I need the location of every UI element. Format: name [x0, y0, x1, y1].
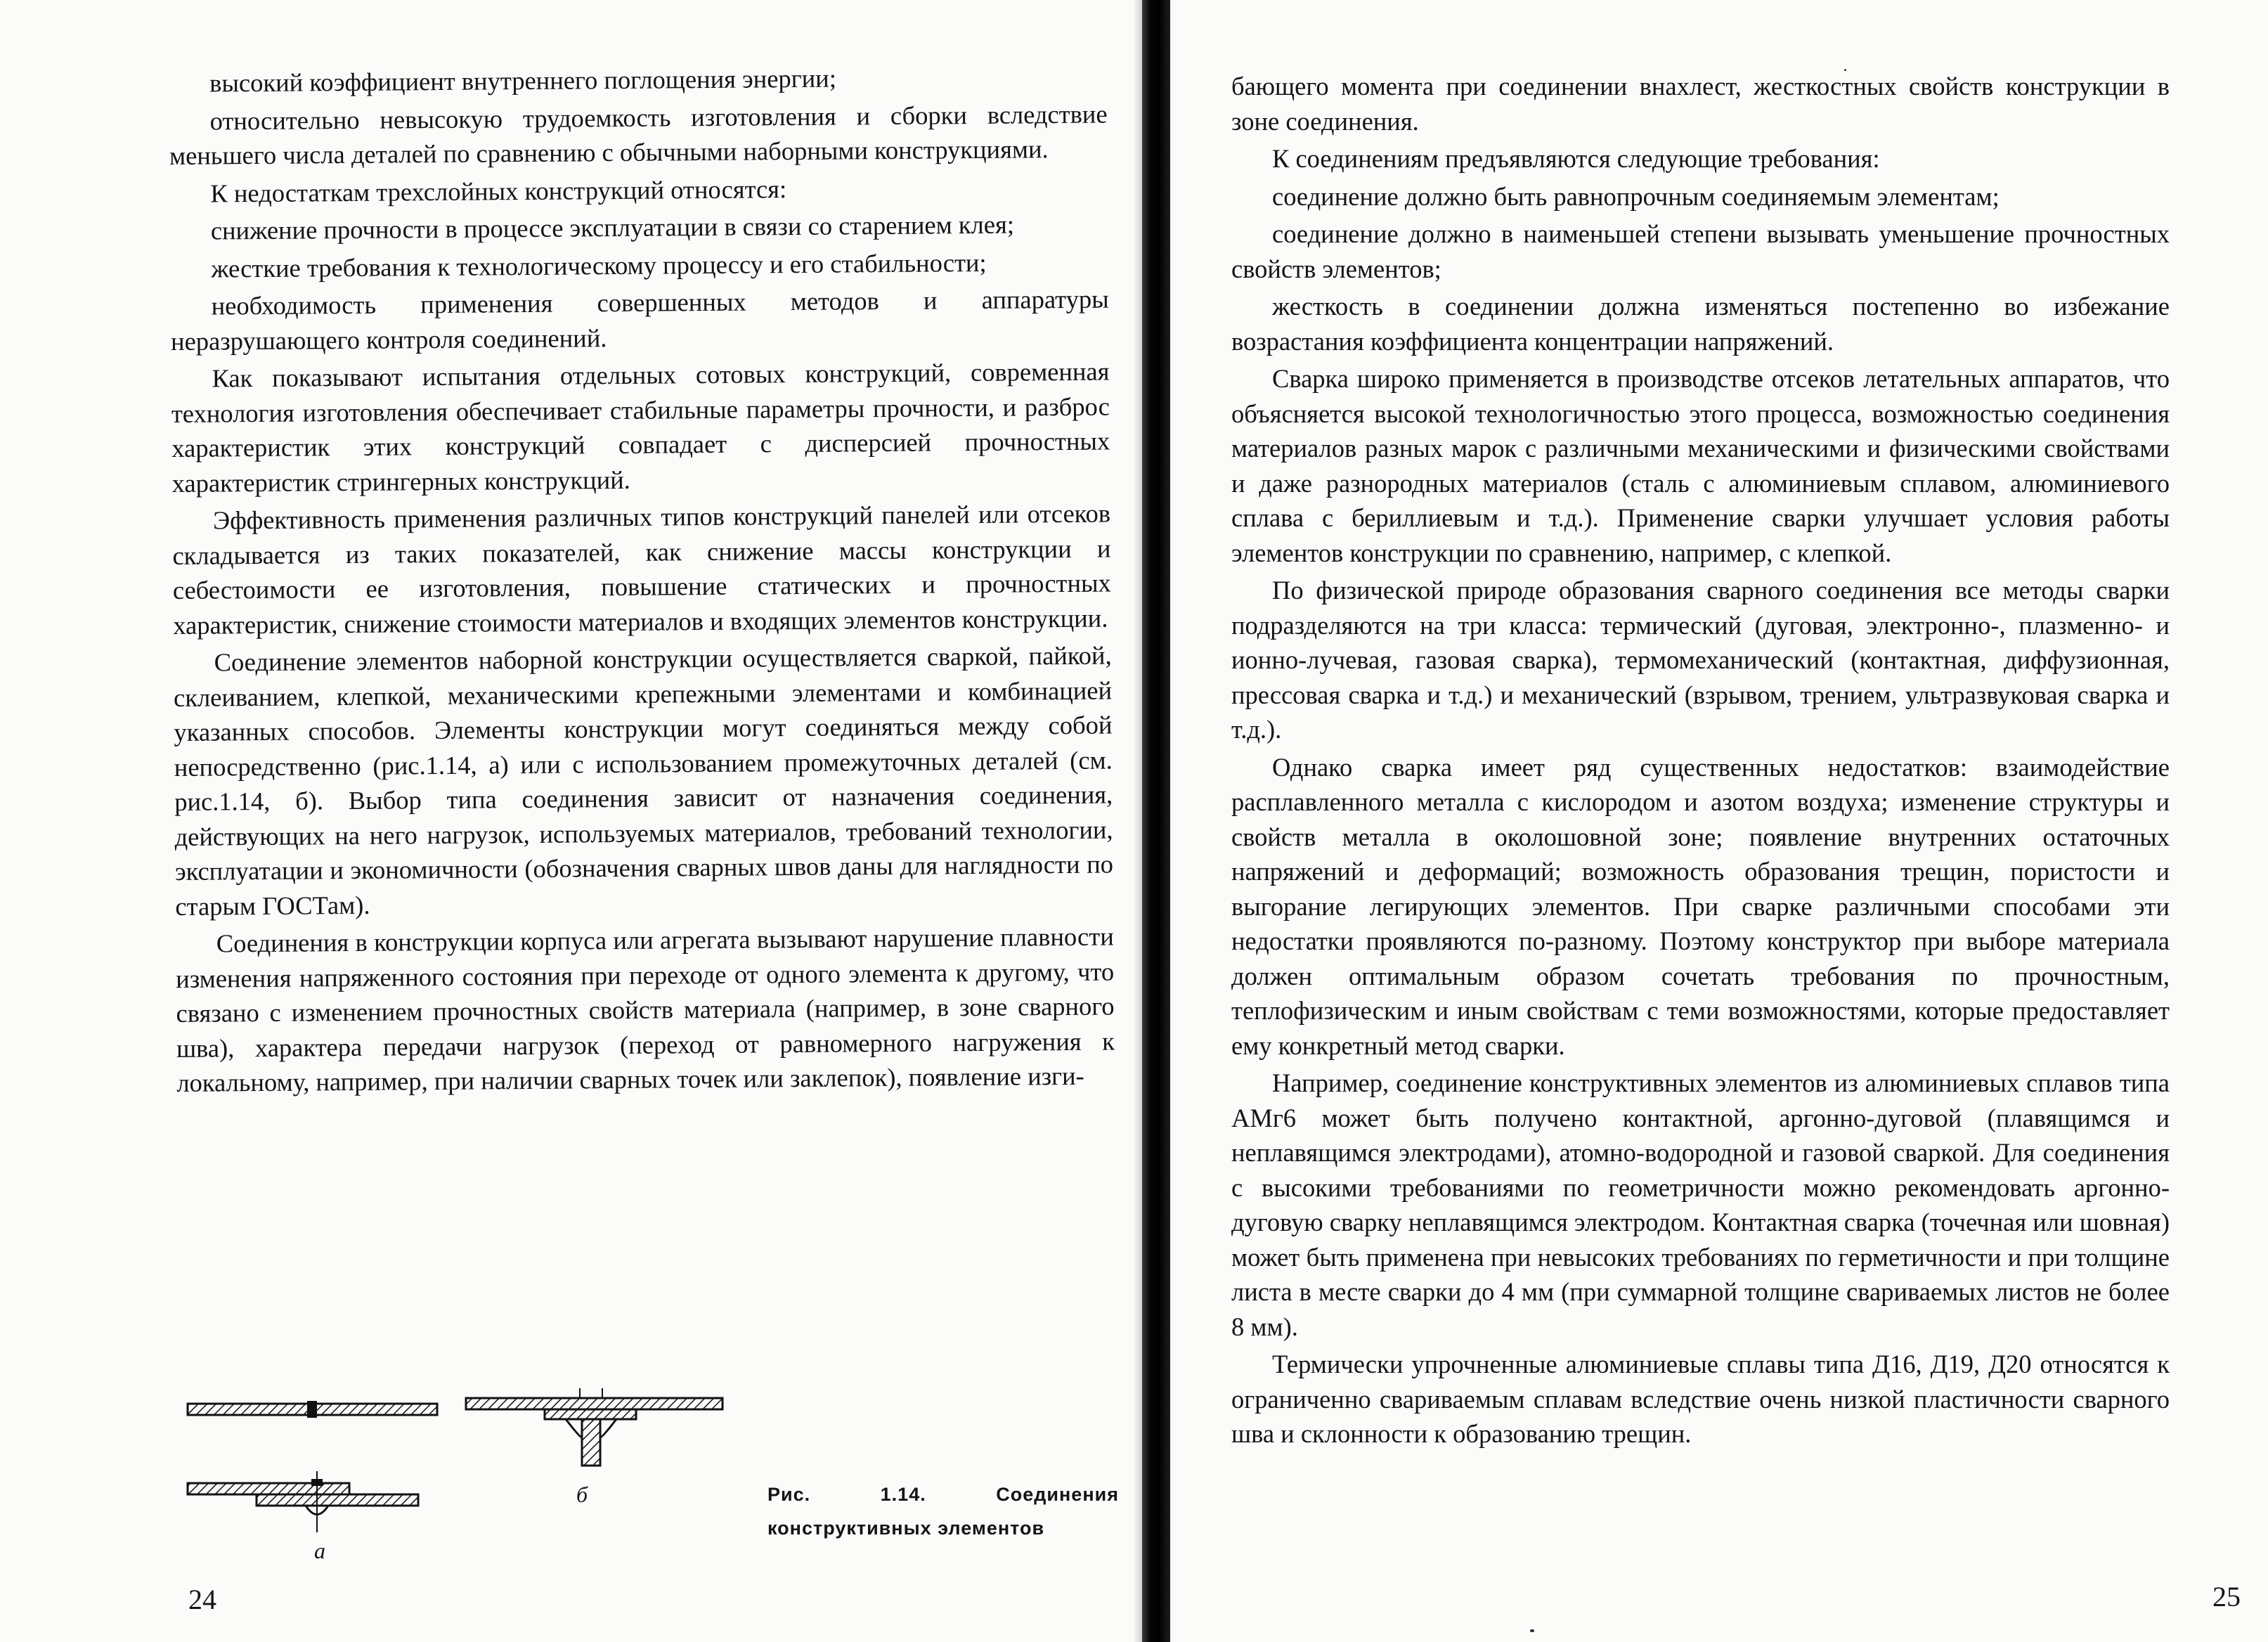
paragraph: жесткость в соединении должна изменяться постепенно во избежание возрастания коэффициента концентрации напряжений. [1231, 292, 2170, 356]
t-joint-drawing [466, 1388, 722, 1466]
paragraph: жесткие требования к технологическому процессу и его стабильности; [211, 247, 987, 283]
paragraph: соединение должно быть равнопрочным соединяемым элементам; [1272, 181, 2000, 211]
caption-subtitle: конструктивных элементов [767, 1518, 1045, 1539]
figure-1-14-drawing [186, 1388, 727, 1564]
caption-title: Соединения [996, 1484, 1119, 1505]
paragraph: Как показывают испытания отдельных сотовых конструкций, современная технология изготовления обеспечивает стабильные параметры прочности, и разброс характеристик этих конструкций совпадает с дисперсией прочностных характеристик стрингерных конструкций. [171, 356, 1110, 498]
figure-label-b: б [576, 1482, 588, 1507]
paragraph: К соединениям предъявляются следующие требования: [1272, 144, 1880, 173]
paragraph: соединение должно в наименьшей степени вызывать уменьшение прочностных свойств элементов; [1231, 219, 2170, 283]
right-page [1168, 0, 2268, 1642]
paragraph: высокий коэффициент внутреннего поглощения энергии; [209, 63, 837, 98]
lap-joint-drawing [188, 1471, 418, 1532]
scan-speck [1530, 1629, 1534, 1632]
figure-label-a: а [314, 1538, 325, 1563]
paragraph: Соединение элементов наборной конструкции осуществляется сваркой, пайкой, склеиванием, клепкой, механическими крепежными элементами и комбинацией указанных способов. Элементы конструкции могут соединяться между собой непосредственно (рис.1.14, а) или с использованием промежуточных деталей (см. рис.1.14, б). Выбор типа соединения зависит от назначения соединения, действующих на него нагрузок, используемых материалов, требований технологии, эксплуатации и экономичности (обозначения сварных швов даны для наглядности по старым ГОСТам). [173, 640, 1114, 921]
caption-prefix: Рис. [767, 1484, 811, 1505]
butt-joint-drawing [188, 1401, 437, 1418]
paragraph: Однако сварка имеет ряд существенных недостатков: взаимодействие расплавленного металла с кислородом и азотом воздуха; изменение структуры и свойств металла в околошовной зоне; появление внутренних остаточных напряжений и деформаций; возможность образования трещин, пористости и выгорание легирующих элементов. При сварке различными способами эти недостатки проявляются по-разному. Поэтому конструктор при выборе материала должен оптимальным образом сочетать требования по прочностным, теплофизическим и иным свойствам с теми возможностями, которые предоставляет ему конкретный метод сварки. [1231, 752, 2170, 1060]
paragraph: Например, соединение конструктивных элементов из алюминиевых сплавов типа АМг6 может быть получено контактной, аргонно-дуговой (плавящимся и неплавящимся электродами), атомно-водородной и газовой сваркой. Для соединения с высокими требованиями по геометричности можно рекомендовать аргонно-дуговую сварку неплавящимся электродом. Контактная сварка (точечная или шовная) может быть применена при невысоких требованиях по герметичности и при толщине листа в месте сварки до 4 мм (при суммарной толщине свариваемых листов не более 8 мм). [1231, 1068, 2170, 1341]
paragraph: Соединения в конструкции корпуса или агрегата вызывают нарушение плавности изменения напряженного состояния при переходе от одного элемента к другому, что связано с изменением прочностных свойств материала (например, в зоне сварного шва), характера передачи нагрузок (переход от равномерного нагружения к локальному, например, при наличии сварных точек или заклепок), появление изги- [176, 922, 1115, 1097]
caption-number: 1.14. [880, 1484, 926, 1505]
paragraph: По физической природе образования сварного соединения все методы сварки подразделяются на три класса: термический (дуговая, электронно-, плазменно- и ионно-лучевая, газовая сварка), термомеханический (контактная, диффузионная, прессовая сварка и т.д.) и механический (взрывом, трением, ультразвуковая сварка и т.д.). [1231, 576, 2170, 744]
paragraph: Термически упрочненные алюминиевые сплавы типа Д16, Д19, Д20 относятся к ограниченно свариваемым сплавам вследствие очень низкой пластичности сварного шва и склонности к образованию трещин. [1231, 1350, 2170, 1448]
paragraph: относительно невысокую трудоемкость изготовления и сборки вследствие меньшего числа деталей по сравнению с обычными наборными конструкциями. [169, 99, 1108, 170]
book-gutter [1142, 0, 1170, 1642]
paragraph: К недостаткам трехслойных конструкций относятся: [210, 174, 787, 208]
paragraph: Сварка широко применяется в производстве отсеков летательных аппаратов, что объясняется высокой технологичностью этого процесса, возможностью соединения материалов разных марок с различными механическими и физическими свойствами и даже разнородных материалов (сталь с алюминиевым сплавом, алюминиевого сплава с бериллиевым и т.д.). Применение сварки улучшает условия работы элементов конструкции по сравнению, например, с клепкой. [1231, 364, 2170, 567]
page-number: 24 [188, 1584, 216, 1615]
paragraph: необходимость применения совершенных методов и аппаратуры неразрушающего контроля соединений. [170, 284, 1109, 356]
figure-caption [767, 1478, 1119, 1545]
scan-speck [1844, 69, 1846, 71]
left-page-body [169, 59, 1115, 1104]
paragraph: бающего момента при соединении внахлест, жесткостных свойств конструкции в зоне соединения. [1231, 72, 2170, 136]
paragraph: Эффективность применения различных типов конструкций панелей или отсеков складывается из таких показателей, как снижение массы конструкции и себестоимости ее изготовления, повышение статических и прочностных характеристик, снижение стоимости материалов и входящих элементов конструкции. [172, 498, 1111, 640]
gutter-shadow [1133, 0, 1143, 1642]
paragraph: снижение прочности в процессе эксплуатации в связи со старением клея; [210, 209, 1015, 245]
right-page-body [1231, 69, 2170, 1454]
page-number: 25 [2212, 1581, 2241, 1612]
